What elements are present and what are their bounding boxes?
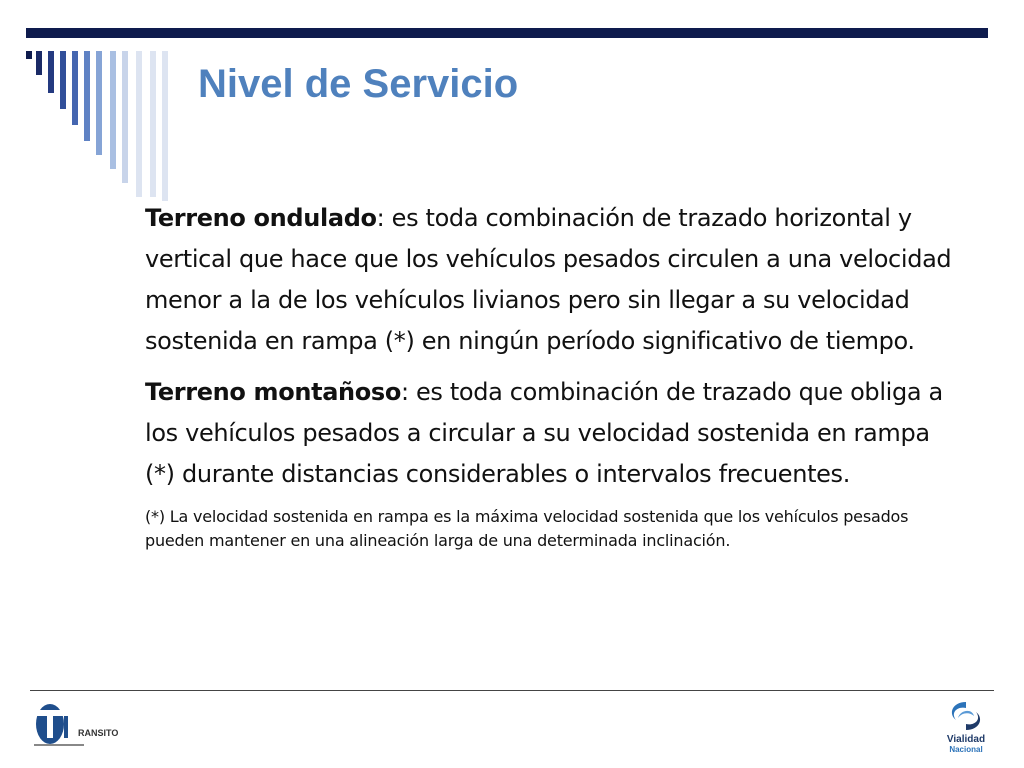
decorative-bar <box>60 51 66 109</box>
bottom-rule <box>30 690 994 691</box>
decorative-bar <box>150 51 156 197</box>
definition-paragraph <box>145 372 965 495</box>
decorative-bar <box>122 51 128 183</box>
decorative-bar <box>96 51 102 155</box>
decorative-bar <box>162 51 168 201</box>
slide-content <box>145 198 965 569</box>
vialidad-logo <box>940 698 992 754</box>
term-terreno-montanoso: Terreno montañoso <box>145 378 401 406</box>
transito-logo <box>28 700 119 750</box>
vialidad-logo-icon <box>940 698 992 734</box>
decorative-bar <box>26 51 32 59</box>
footnote: (*) La velocidad sostenida en rampa es la máxima velocidad sostenida que los vehículos pesados pueden mantener en una alineación larga de una determinada inclinación. <box>145 507 909 550</box>
transito-logo-text: RANSITO <box>78 728 119 738</box>
decorative-bar <box>136 51 142 197</box>
decorative-bar <box>110 51 116 169</box>
transito-logo-icon <box>28 700 92 750</box>
decorative-bar <box>48 51 54 93</box>
definition-paragraph <box>145 198 965 362</box>
decorative-bar <box>72 51 78 125</box>
definition-text: : es toda combinación de trazado que obliga a los vehículos pesados a circular a su velocidad sostenida en rampa (*) durante distancias considerables o intervalos frecuentes. <box>145 378 943 488</box>
vialidad-logo-sub: Nacional <box>949 745 983 754</box>
vialidad-logo-name: Vialidad <box>946 734 986 745</box>
decorative-bar <box>36 51 42 75</box>
top-rule <box>26 28 988 38</box>
decorative-bar <box>84 51 90 141</box>
slide-title: Nivel de Servicio <box>198 62 519 106</box>
definition-text: : es toda combinación de trazado horizontal y vertical que hace que los vehículos pesados circulen a una velocidad menor a la de los vehículos livianos pero sin llegar a su velocidad sostenida en rampa (*) en ningún período significativo de tiempo. <box>145 204 952 355</box>
term-terreno-ondulado: Terreno ondulado <box>145 204 377 232</box>
